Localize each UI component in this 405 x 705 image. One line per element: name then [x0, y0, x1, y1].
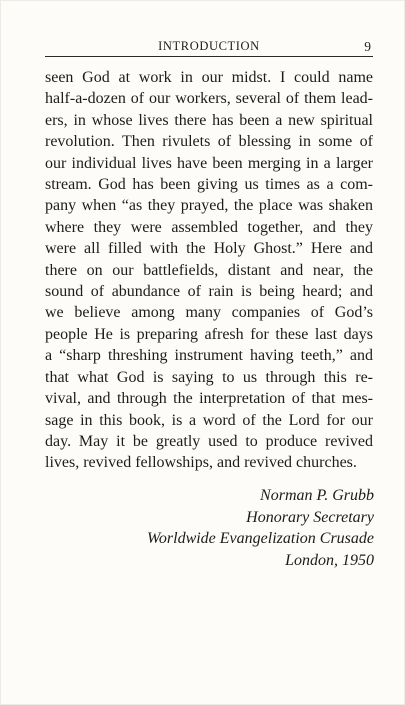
signature-place-date: London, 1950 — [285, 551, 374, 569]
signature-block — [147, 485, 374, 571]
signature-organization: Worldwide Evangelization Crusade — [147, 530, 374, 547]
text-line: a “sharp threshing instrument having teeth,” and — [45, 347, 373, 365]
text-line: where they were assembled together, and they — [45, 218, 373, 236]
running-header — [45, 38, 373, 57]
text-line: day. May it be greatly used to produce revived — [45, 432, 373, 450]
signature-name: Norman P. Grubb — [260, 487, 374, 504]
text-line: vival, and through the interpretation of that mes- — [45, 390, 373, 408]
body-paragraph — [45, 67, 373, 474]
text-line: our individual lives have been merging in a larger — [45, 154, 373, 172]
text-line: we believe among many companies of God’s — [45, 304, 373, 322]
text-line: sage in this book, is a word of the Lord for our — [45, 411, 373, 429]
signature-title: Honorary Secretary — [246, 508, 374, 526]
text-line: ers, in whose lives there has been a new spiritual — [45, 111, 373, 129]
chapter-title: INTRODUCTION — [158, 39, 260, 53]
text-line: that what God is saying to us through this re- — [45, 368, 373, 386]
text-line: were all filled with the Holy Ghost.” Here and — [45, 240, 373, 258]
text-line: stream. God has been giving us times as a com- — [45, 176, 373, 194]
text-line: sound of abundance of rain is being heard; and — [45, 283, 373, 301]
text-line: pany when “as they prayed, the place was shaken — [45, 197, 373, 215]
text-line: half-a-dozen of our workers, several of them lead- — [45, 90, 373, 108]
text-line: there on our battlefields, distant and near, the — [45, 261, 373, 279]
text-line: revolution. Then rivulets of blessing in some of — [45, 133, 373, 151]
text-line: people He is preparing afresh for these last days — [45, 325, 373, 343]
text-line: seen God at work in our midst. I could name — [45, 69, 373, 86]
text-line: lives, revived fellowships, and revived churches. — [45, 454, 357, 472]
page-number: 9 — [364, 39, 371, 54]
